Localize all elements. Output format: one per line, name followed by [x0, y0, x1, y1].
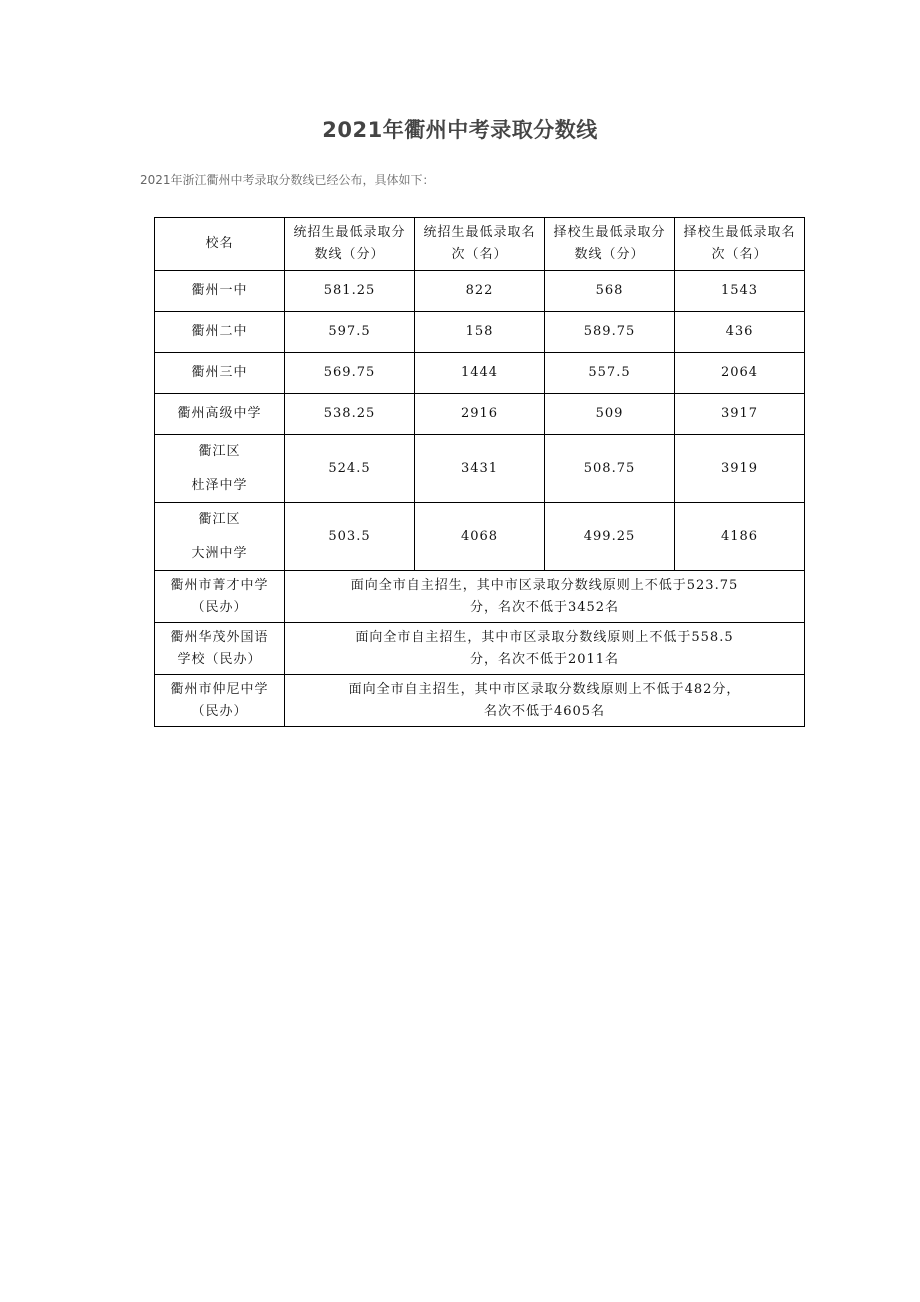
header-tz-score: 统招生最低录取分数线（分） — [285, 218, 415, 271]
school-type: 学校（民办） — [177, 651, 262, 667]
cell-school: 衢州三中 — [155, 353, 285, 394]
header-zx-score: 择校生最低录取分数线（分） — [545, 218, 675, 271]
cell-zx-score: 568 — [545, 271, 675, 312]
school-name: 大洲中学 — [191, 545, 248, 561]
header-school: 校名 — [155, 218, 285, 271]
table-row-private — [155, 623, 805, 675]
cell-tz-rank: 1444 — [415, 353, 545, 394]
cell-school — [155, 503, 285, 571]
header-tz-rank: 统招生最低录取名次（名） — [415, 218, 545, 271]
cell-school — [155, 623, 285, 675]
note-line: 分，名次不低于3452名 — [469, 599, 620, 615]
cell-tz-score: 581.25 — [285, 271, 415, 312]
table-row — [155, 435, 805, 503]
cell-zx-rank: 436 — [675, 312, 805, 353]
note-line: 名次不低于4605名 — [483, 703, 606, 719]
cell-zx-score: 508.75 — [545, 435, 675, 503]
cell-zx-score: 509 — [545, 394, 675, 435]
cell-school: 衢州一中 — [155, 271, 285, 312]
table-row — [155, 312, 805, 353]
cell-note — [285, 675, 805, 727]
table-header-row — [155, 218, 805, 271]
score-table — [154, 217, 805, 727]
cell-tz-score: 524.5 — [285, 435, 415, 503]
cell-zx-score: 499.25 — [545, 503, 675, 571]
cell-zx-rank: 1543 — [675, 271, 805, 312]
cell-tz-rank: 3431 — [415, 435, 545, 503]
page-title: 2021年衢州中考录取分数线 — [322, 118, 598, 142]
table-row — [155, 503, 805, 571]
school-name: 衢州市仲尼中学 — [170, 681, 269, 697]
cell-school — [155, 435, 285, 503]
cell-school: 衢州高级中学 — [155, 394, 285, 435]
school-type: （民办） — [191, 599, 248, 615]
cell-tz-score: 538.25 — [285, 394, 415, 435]
cell-zx-rank: 3917 — [675, 394, 805, 435]
cell-zx-score: 557.5 — [545, 353, 675, 394]
note-line: 面向全市自主招生，其中市区录取分数线原则上不低于523.75 — [350, 577, 739, 593]
cell-note — [285, 623, 805, 675]
table-row-private — [155, 675, 805, 727]
header-zx-rank: 择校生最低录取名次（名） — [675, 218, 805, 271]
cell-tz-score: 569.75 — [285, 353, 415, 394]
cell-zx-rank: 4186 — [675, 503, 805, 571]
table-row-private — [155, 571, 805, 623]
school-name: 衢州华茂外国语 — [170, 629, 269, 645]
cell-zx-score: 589.75 — [545, 312, 675, 353]
school-district: 衢江区 — [198, 443, 241, 459]
cell-zx-rank: 3919 — [675, 435, 805, 503]
note-line: 面向全市自主招生，其中市区录取分数线原则上不低于482分， — [348, 681, 741, 697]
table-row — [155, 353, 805, 394]
note-line: 面向全市自主招生，其中市区录取分数线原则上不低于558.5 — [355, 629, 734, 645]
table-row — [155, 394, 805, 435]
school-type: （民办） — [191, 703, 248, 719]
intro-text: 2021年浙江衢州中考录取分数线已经公布，具体如下： — [140, 173, 435, 187]
cell-tz-rank: 158 — [415, 312, 545, 353]
cell-tz-rank: 2916 — [415, 394, 545, 435]
school-name: 衢州市菁才中学 — [170, 577, 269, 593]
cell-tz-score: 597.5 — [285, 312, 415, 353]
school-name: 杜泽中学 — [191, 477, 248, 493]
cell-school: 衢州二中 — [155, 312, 285, 353]
cell-school — [155, 571, 285, 623]
cell-school — [155, 675, 285, 727]
cell-note — [285, 571, 805, 623]
school-district: 衢江区 — [198, 511, 241, 527]
cell-tz-score: 503.5 — [285, 503, 415, 571]
table-row — [155, 271, 805, 312]
cell-zx-rank: 2064 — [675, 353, 805, 394]
cell-tz-rank: 4068 — [415, 503, 545, 571]
note-line: 分，名次不低于2011名 — [469, 651, 620, 667]
cell-tz-rank: 822 — [415, 271, 545, 312]
